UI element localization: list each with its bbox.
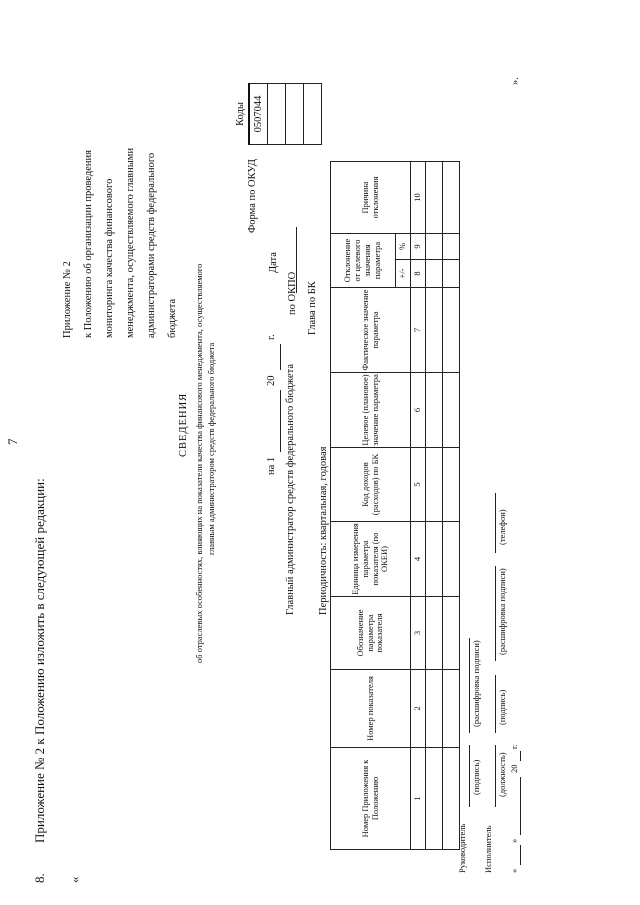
appendix-line-1: к Положению об организации проведения — [83, 150, 94, 338]
table-cell — [426, 748, 443, 850]
table-cell — [443, 597, 460, 670]
executor-sign-caption: (подпись) — [497, 689, 507, 725]
document-subtitle-2: главным администратором средств федерального бюджета — [206, 342, 216, 555]
field-admin-label: Главный администратор средств федерального бюджета — [285, 363, 296, 615]
header-budget-code: Код доходов (расходов) по БК — [331, 448, 411, 522]
column-number: 3 — [411, 597, 426, 670]
code-label-bk: Глава по БК — [307, 281, 318, 335]
document-subtitle-1: об отраслевых особенностях, влияющих на показатели качества финансового менеджмента, осуществляемого — [194, 263, 204, 663]
heading: Приложение № 2 к Положению изложить в следующей редакции: — [32, 478, 47, 843]
head-decode-line — [469, 638, 470, 733]
appendix-line-3: менеджмента, осуществляемого главными — [125, 147, 136, 338]
sign-date-suffix: г. — [509, 744, 519, 749]
head-sign-line — [469, 745, 470, 807]
column-number: 1 — [411, 748, 426, 850]
head-label: Руководитель — [457, 823, 467, 873]
table-cell — [443, 234, 460, 260]
executor-phone-line — [495, 493, 496, 553]
executor-label: Исполнитель — [483, 825, 493, 873]
appendix-line-2: мониторинга качества финансового — [104, 178, 115, 338]
appendix-line-4: администраторами средств федерального — [146, 152, 157, 338]
table-cell — [426, 522, 443, 597]
close-quote: ». — [510, 77, 521, 85]
executor-decode-caption: (расшифровка подписи) — [497, 568, 507, 655]
report-date-suffix: г. — [266, 334, 277, 340]
code-label-okpo: по ОКПО — [287, 271, 298, 315]
executor-sign-line — [495, 675, 496, 733]
sign-date-year-line — [520, 751, 521, 761]
table-cell — [426, 234, 443, 260]
table-cell — [443, 670, 460, 748]
executor-decode-line — [495, 566, 496, 661]
code-label-okud: Форма по ОКУД — [247, 159, 258, 233]
table-cell — [443, 522, 460, 597]
header-deviation: Отклонение от целевого значения параметра — [331, 234, 396, 288]
column-number: 9 — [411, 234, 426, 260]
table-cell — [426, 597, 443, 670]
column-number: 2 — [411, 670, 426, 748]
field-admin-line — [296, 227, 297, 293]
code-bk-value — [304, 84, 322, 145]
head-decode-caption: (расшифровка подписи) — [471, 640, 481, 727]
header-appendix-number: Номер Приложения к Положению — [331, 748, 411, 850]
heading-number: 8. — [32, 873, 47, 883]
codes-table — [233, 83, 322, 145]
report-date-year-line — [280, 344, 281, 370]
sign-date-day-line — [520, 845, 521, 865]
table-cell — [426, 162, 443, 234]
column-number: 10 — [411, 162, 426, 234]
code-label-date: Дата — [268, 252, 279, 273]
report-date-prefix: на 1 — [266, 456, 277, 475]
header-indicator-number: Номер показателя — [331, 670, 411, 748]
table-cell — [426, 670, 443, 748]
sign-date-close-quote: » — [509, 838, 519, 843]
table-cell — [443, 260, 460, 288]
report-date-year: 20 — [266, 375, 277, 386]
code-okud-value: 0507044 — [249, 84, 268, 145]
table-cell — [443, 373, 460, 448]
head-sign-caption: (подпись) — [471, 759, 481, 795]
executor-phone-caption: (телефон) — [497, 509, 507, 545]
open-quote: « — [67, 876, 82, 883]
header-actual-value: Фактическое значение параметра — [331, 288, 411, 373]
header-deviation-reason: Причина отклонения — [331, 162, 411, 234]
document-title: СВЕДЕНИЯ — [178, 392, 189, 457]
column-number: 8 — [411, 260, 426, 288]
column-number: 5 — [411, 448, 426, 522]
codes-header: Коды — [235, 102, 246, 126]
column-number: 7 — [411, 288, 426, 373]
table-cell — [443, 288, 460, 373]
column-number: 6 — [411, 373, 426, 448]
sign-date-year: 20 — [509, 764, 519, 773]
header-target-value: Целевое (плановое) значение параметра — [331, 373, 411, 448]
appendix-line-5: бюджета — [167, 298, 178, 338]
executor-position-line — [495, 745, 496, 807]
code-date-value — [268, 84, 286, 145]
table-cell — [426, 260, 443, 288]
table-cell — [443, 448, 460, 522]
report-date-day-line — [280, 390, 281, 452]
table-cell — [443, 162, 460, 234]
field-period: Периодичность: квартальная, годовая — [318, 446, 329, 615]
header-parameter-designation: Обозначение параметра показателя — [331, 597, 411, 670]
table-cell — [426, 373, 443, 448]
code-okpo-value — [286, 84, 304, 145]
table-cell — [426, 448, 443, 522]
sign-date-open-quote: « — [509, 868, 519, 873]
table-cell — [426, 288, 443, 373]
header-unit: Единица измерения параметра показателя (по ОКЕИ) — [331, 522, 411, 597]
sign-date-month-line — [520, 777, 521, 835]
page-number: 7 — [5, 438, 20, 445]
indicators-table — [330, 161, 460, 850]
appendix-title: Приложение № 2 — [62, 261, 73, 338]
executor-position-caption: (должность) — [497, 752, 507, 797]
header-deviation-percent: % — [396, 234, 411, 260]
column-number: 4 — [411, 522, 426, 597]
header-deviation-abs: +/- — [396, 260, 411, 288]
